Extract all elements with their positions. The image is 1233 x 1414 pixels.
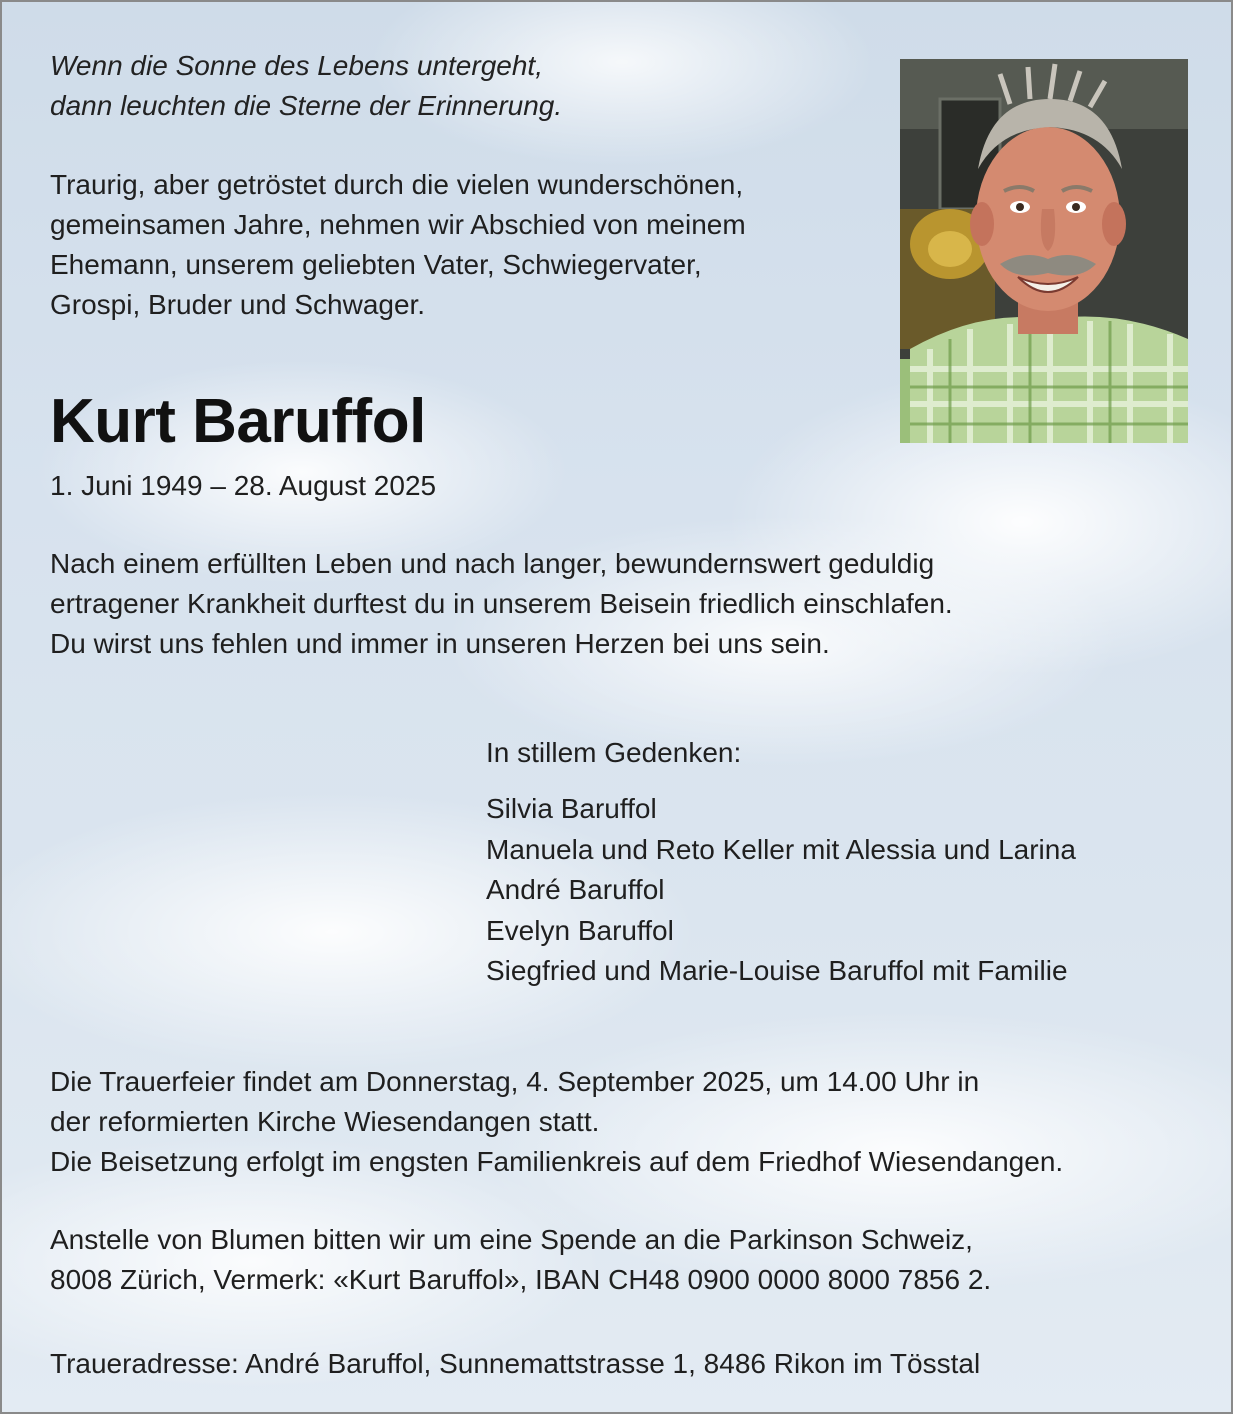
intro-paragraph: Traurig, aber getröstet durch die vielen wunderschönen, gemeinsamen Jahre, nehmen wir Abschied von meinem Ehemann, unserem geliebten Vater, Schwiegervater, Grospi, Bruder und Schwager. — [50, 169, 746, 320]
portrait-illustration — [900, 59, 1188, 443]
mourner-item: Silvia Baruffol — [486, 793, 657, 824]
donation-info: Anstelle von Blumen bitten wir um eine Spende an die Parkinson Schweiz, 8008 Zürich, Vermerk: «Kurt Baruffol», IBAN CH48 0900 0000 8000 7856 2. — [50, 1224, 992, 1295]
mourners-list — [486, 789, 1076, 992]
ceremony-info: Die Trauerfeier findet am Donnerstag, 4. September 2025, um 14.00 Uhr in der reformierten Kirche Wiesendangen statt. Die Beisetzung erfolgt im engsten Familienkreis auf dem Friedhof Wiesendangen. — [50, 1066, 1064, 1177]
life-dates: 1. Juni 1949 – 28. August 2025 — [50, 470, 437, 501]
mourner-item: Manuela und Reto Keller mit Alessia und Larina — [486, 833, 1076, 865]
motto-quote: Wenn die Sonne des Lebens untergeht, dann leuchten die Sterne der Erinnerung. — [50, 50, 563, 121]
mourner-item: André Baruffol — [486, 874, 665, 905]
portrait-photo — [900, 59, 1188, 443]
mourner-item: Siegfried und Marie-Louise Baruffol mit Familie — [486, 955, 1068, 986]
farewell-paragraph: Nach einem erfüllten Leben und nach langer, bewundernswert geduldig ertragener Krankheit durftest du in unserem Beisein friedlich einschlafen. Du wirst uns fehlen und immer in unseren Herzen bei uns sein. — [50, 548, 953, 659]
deceased-name: Kurt Baruffol — [50, 387, 426, 456]
mourner-item: Evelyn Baruffol — [486, 914, 674, 946]
mourning-address: Traueradresse: André Baruffol, Sunnemattstrasse 1, 8486 Rikon im Tösstal — [50, 1348, 981, 1379]
mourning-heading: In stillem Gedenken: — [486, 737, 742, 768]
